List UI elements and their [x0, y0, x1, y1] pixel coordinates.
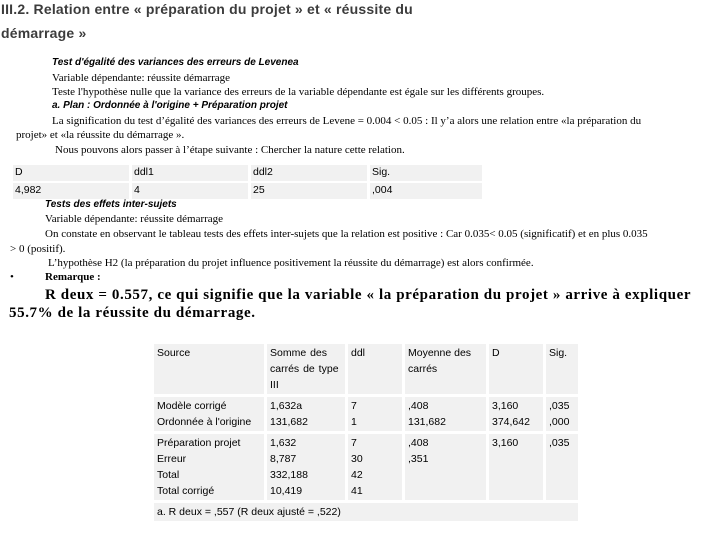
inter-hypothesis: L’hypothèse H2 (la préparation du projet influence positivement la réussite du démarrage) est alors confirmée. — [48, 257, 534, 269]
levene-hypothesis: Teste l'hypothèse nulle que la variance des erreurs de la variable dépendante est égale sur les différents groupes. — [52, 86, 545, 98]
table-cell: ,004 — [370, 183, 482, 199]
table-row — [13, 183, 482, 199]
levene-significance-a: La signification du test d’égalité des variances des erreurs de Levene = 0.004 < 0.05 : Il y’a alors une relation entre «la préparation du — [52, 115, 642, 127]
r2-statement-b: 55.7% de la réussite du démarrage. — [9, 305, 256, 321]
table-header-cell: Sig. — [370, 165, 482, 181]
table-cell: 1,632a 131,682 — [267, 397, 345, 431]
table-cell: 7 30 42 41 — [348, 434, 402, 500]
table-cell: 4 — [132, 183, 248, 199]
levene-plan: a. Plan : Ordonnée à l'origine + Préparation projet — [52, 100, 288, 111]
table-cell: Préparation projet Erreur Total Total corrigé — [154, 434, 264, 500]
table-header-cell: ddl — [348, 344, 402, 394]
table-footnote: a. R deux = ,557 (R deux ajusté = ,522) — [154, 503, 578, 521]
table-cell: 4,982 — [13, 183, 129, 199]
table-cell: 1,632 8,787 332,188 10,419 — [267, 434, 345, 500]
table-header-cell: Moyenne des carrés — [405, 344, 486, 394]
table-cell: ,035 — [546, 434, 578, 500]
table-header-cell: Somme des carrés de type III — [267, 344, 345, 394]
levene-dependent: Variable dépendante: réussite démarrage — [52, 72, 231, 84]
bullet-marker: • — [10, 271, 14, 283]
levene-table — [10, 163, 485, 201]
section-heading-line1: III.2. Relation entre « préparation du projet » et « réussite du — [1, 1, 413, 17]
table-row — [154, 434, 578, 500]
table-cell: ,408 131,682 — [405, 397, 486, 431]
r2-statement-a: R deux = 0.557, ce qui signifie que la variable « la préparation du projet » arrive à expliquer — [45, 287, 692, 303]
inter-title: Tests des effets inter-sujets — [45, 199, 177, 210]
table-cell: Modèle corrigé Ordonnée à l'origine — [154, 397, 264, 431]
table-header-row — [13, 165, 482, 181]
levene-next-step: Nous pouvons alors passer à l’étape suivante : Chercher la nature cette relation. — [55, 144, 405, 156]
table-header-cell: Source — [154, 344, 264, 394]
inter-subjects-table — [151, 341, 581, 524]
table-header-cell: D — [489, 344, 543, 394]
table-cell: 3,160 — [489, 434, 543, 500]
table-cell: ,035 ,000 — [546, 397, 578, 431]
table-header-cell: ddl1 — [132, 165, 248, 181]
table-cell: 7 1 — [348, 397, 402, 431]
table-header-cell: Sig. — [546, 344, 578, 394]
table-footnote-row — [154, 503, 578, 521]
table-cell: 3,160 374,642 — [489, 397, 543, 431]
inter-dependent: Variable dépendante: réussite démarrage — [45, 213, 224, 225]
table-header-cell: D — [13, 165, 129, 181]
table-cell: ,408 ,351 — [405, 434, 486, 500]
remark-label: Remarque : — [45, 271, 101, 283]
table-row — [154, 397, 578, 431]
table-header-cell: ddl2 — [251, 165, 367, 181]
inter-observation-b: > 0 (positif). — [10, 243, 66, 255]
section-heading-line2: démarrage » — [1, 25, 87, 41]
levene-significance-b: projet» et «la réussite du démarrage ». — [16, 129, 185, 141]
levene-title: Test d'égalité des variances des erreurs de Levenea — [52, 57, 299, 68]
table-header-row — [154, 344, 578, 394]
inter-observation-a: On constate en observant le tableau tests des effets inter-sujets que la relation est positive : Car 0.035< 0.05 (significatif) et en plus 0.035 — [45, 228, 648, 240]
table-cell: 25 — [251, 183, 367, 199]
